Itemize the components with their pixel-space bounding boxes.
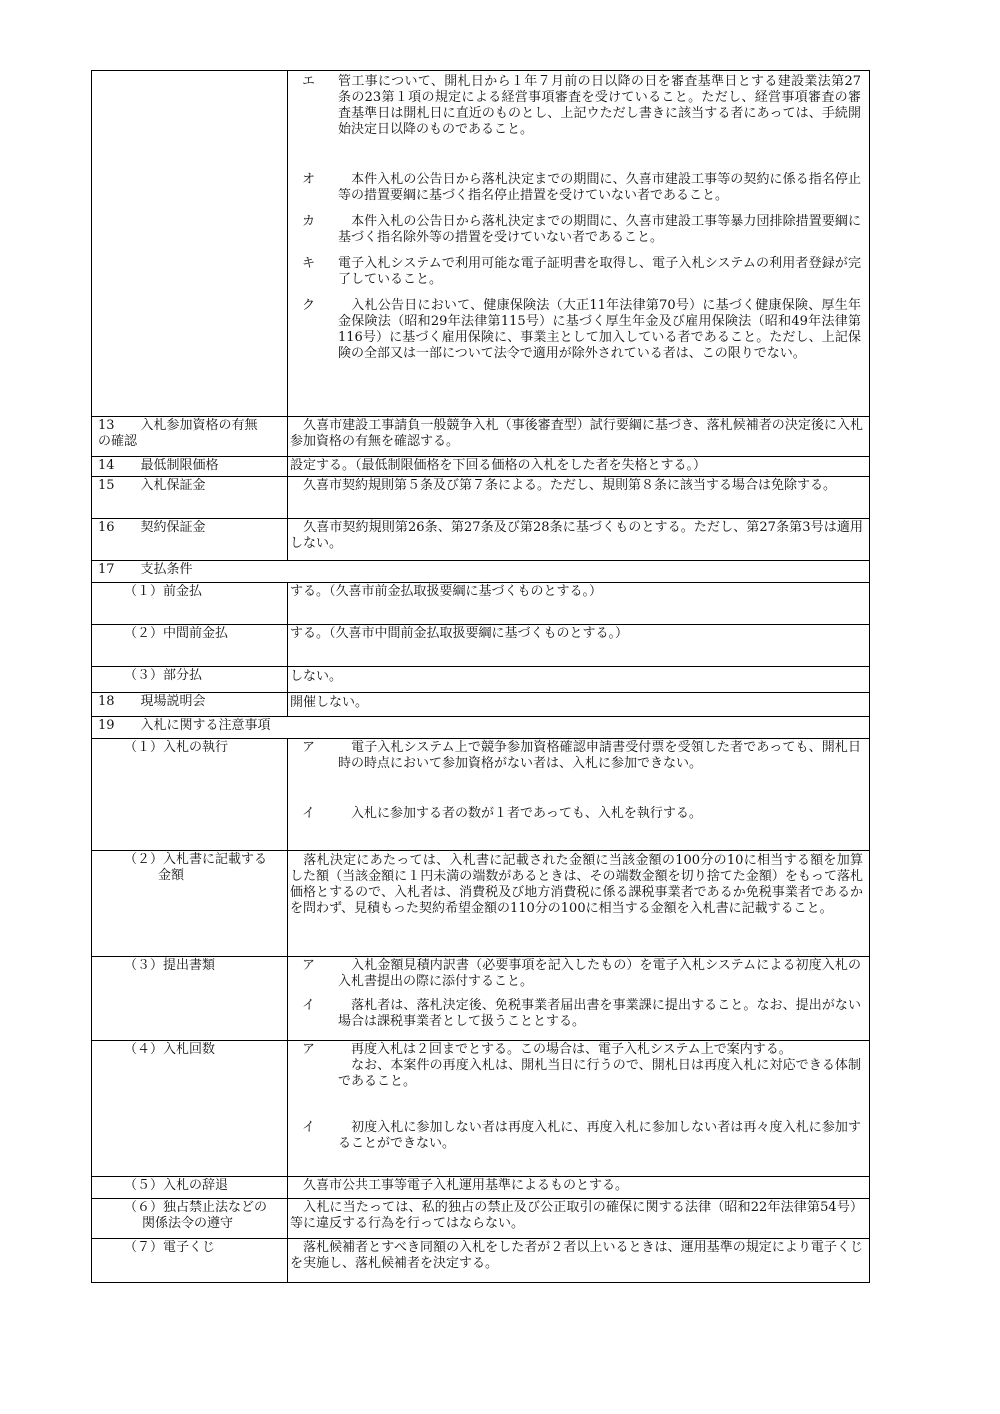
section-19-4-row	[92, 1041, 870, 1177]
item-text: 本件入札の公告日から落札決定までの期間に、久喜市建設工事等暴力団排除措置要綱に基づく指名除外等の措置を受けていない者であること。	[338, 214, 861, 245]
list-item: イ 入札に参加する者の数が１者であっても、入札を執行する。	[302, 806, 702, 821]
list-item: イ 落札者は、落札決定後、免税事業者届出書を事業課に提出すること。なお、提出がない場合は課税事業者として扱うこととする。	[302, 998, 861, 1029]
section-19-2-row	[92, 851, 870, 957]
section-17-1-label: （１）前金払	[92, 583, 288, 625]
section-19-7-row	[92, 1239, 870, 1283]
section-19-2-text: 落札決定にあたっては、入札書に記載された金額に当該金額の100分の10に相当する額を加算した額（当該金額に１円未満の端数があるときは、その端数金額を切り捨てた金額）をもって落札価格とするので、入札者は、消費税及び地方消費税に係る課税事業者であるか免税事業者であるかを問わず、見積もった契約希望金額の110分の100に相当する金額を入札書に記載すること。	[288, 851, 870, 957]
section-18-row	[92, 693, 870, 717]
item-mark: エ	[302, 74, 316, 89]
section-16-text: 久喜市契約規則第26条、第27条及び第28条に基づくものとする。ただし、第27条第3号は適用しない。	[288, 519, 870, 561]
qualifications-cont-row	[92, 71, 870, 417]
section-19-1-text	[288, 739, 870, 851]
section-17-1-text: する。（久喜市前金払取扱要綱に基づくものとする。）	[288, 583, 870, 625]
section-17-3-text: しない。	[288, 667, 870, 693]
section-19-1-row	[92, 739, 870, 851]
section-13-label: 13 入札参加資格の有無 の確認	[92, 417, 288, 457]
item-text: 入札公告日において、健康保険法（大正11年法律第70号）に基づく健康保険、厚生年金保険法（昭和29年法律第115号）に基づく厚生年金及び雇用保険法（昭和49年法律第116号）に基づく雇用保険に、事業主として加入している者であること。ただし、上記保険の全部又は一部について法令で適用が除外されている者は、この限りでない。	[338, 298, 861, 361]
section-17-row	[92, 561, 870, 583]
section-17-2-label: （２）中間前金払	[92, 625, 288, 667]
section-17-3-row	[92, 667, 870, 693]
section-16-label: 16 契約保証金	[92, 519, 288, 561]
qualification-item-ki	[288, 246, 869, 288]
section-19-6-label: （６）独占禁止法などの 関係法令の遵守	[92, 1199, 288, 1239]
qualification-item-ku	[288, 288, 869, 362]
section-14-text: 設定する。（最低制限価格を下回る価格の入札をした者を失格とする。）	[288, 457, 870, 477]
section-18-text: 開催しない。	[288, 693, 870, 717]
section-15-row	[92, 477, 870, 519]
section-19-5-row	[92, 1177, 870, 1199]
section-17-2-row	[92, 625, 870, 667]
section-14-row	[92, 457, 870, 477]
section-13-row	[92, 417, 870, 457]
section-19-1-label: （１）入札の執行	[92, 739, 288, 851]
item-mark: ク	[302, 298, 316, 313]
section-19-6-text: 入札に当たっては、私的独占の禁止及び公正取引の確保に関する法律（昭和22年法律第54号）等に違反する行為を行ってはならない。	[288, 1199, 870, 1239]
document-sheet	[91, 70, 869, 1283]
section-14-label: 14 最低制限価格	[92, 457, 288, 477]
section-19-3-text	[288, 957, 870, 1041]
section-13-text: 久喜市建設工事請負一般競争入札（事後審査型）試行要綱に基づき、落札候補者の決定後に入札参加資格の有無を確認する。	[288, 417, 870, 457]
section-19-4-label: （４）入札回数	[92, 1041, 288, 1177]
section-15-text: 久喜市契約規則第５条及び第７条による。ただし、規則第８条に該当する場合は免除する。	[288, 477, 870, 519]
bid-conditions-table	[91, 70, 870, 1283]
section-18-label: 18 現場説明会	[92, 693, 288, 717]
item-text: 管工事について、開札日から１年７月前の日以降の日を審査基準日とする建設業法第27条の23第１項の規定による経営事項審査を受けていること。ただし、経営事項審査の審査基準日は開札日に直近のものとし、上記ウただし書きに該当する者にあっては、手続開始決定日以降のものであること。	[338, 74, 861, 137]
section-19-7-text: 落札候補者とすべき同額の入札をした者が２者以上いるときは、運用基準の規定により電子くじを実施し、落札候補者を決定する。	[288, 1239, 870, 1283]
item-mark: オ	[302, 172, 316, 187]
list-item: ア 再度入札は２回までとする。この場合は、電子入札システム上で案内する。 なお、本案件の再度入札は、開札当日に行うので、開札日は再度入札に対応できる体制であること。	[302, 1042, 861, 1089]
section-19-6-row	[92, 1199, 870, 1239]
qualification-item-ka	[288, 204, 869, 246]
section-19-3-label: （３）提出書類	[92, 957, 288, 1041]
item-mark: カ	[302, 214, 316, 229]
empty-label-cell	[92, 71, 288, 417]
qualifications-cell	[288, 71, 870, 417]
list-item: ア 入札金額見積内訳書（必要事項を記入したもの）を電子入札システムによる初度入札の入札書提出の際に添付すること。	[302, 958, 861, 989]
section-19-5-text: 久喜市公共工事等電子入札運用基準によるものとする。	[288, 1177, 870, 1199]
list-item: ア 電子入札システム上で競争参加資格確認申請書受付票を受領した者であっても、開札日時の時点において参加資格がない者は、入札に参加できない。	[302, 740, 861, 771]
list-item: イ 初度入札に参加しない者は再度入札に、再度入札に参加しない者は再々度入札に参加することができない。	[302, 1120, 861, 1151]
qualification-item-o	[288, 138, 869, 204]
section-19-row	[92, 717, 870, 739]
section-19-label: 19 入札に関する注意事項	[92, 717, 870, 739]
section-19-4-text	[288, 1041, 870, 1177]
section-17-2-text: する。（久喜市中間前金払取扱要綱に基づくものとする。）	[288, 625, 870, 667]
item-text: 本件入札の公告日から落札決定までの期間に、久喜市建設工事等の契約に係る指名停止等の措置要綱に基づく指名停止措置を受けていない者であること。	[338, 172, 861, 203]
item-text: 電子入札システムで利用可能な電子証明書を取得し、電子入札システムの利用者登録が完了していること。	[338, 256, 861, 287]
section-19-3-row	[92, 957, 870, 1041]
qualification-item-e	[288, 71, 869, 138]
section-17-3-label: （３）部分払	[92, 667, 288, 693]
section-15-label: 15 入札保証金	[92, 477, 288, 519]
section-19-7-label: （７）電子くじ	[92, 1239, 288, 1283]
section-17-1-row	[92, 583, 870, 625]
section-19-5-label: （５）入札の辞退	[92, 1177, 288, 1199]
section-19-2-label: （２）入札書に記載する 金額	[92, 851, 288, 957]
section-17-label: 17 支払条件	[92, 561, 870, 583]
section-16-row	[92, 519, 870, 561]
item-mark: キ	[302, 256, 316, 271]
